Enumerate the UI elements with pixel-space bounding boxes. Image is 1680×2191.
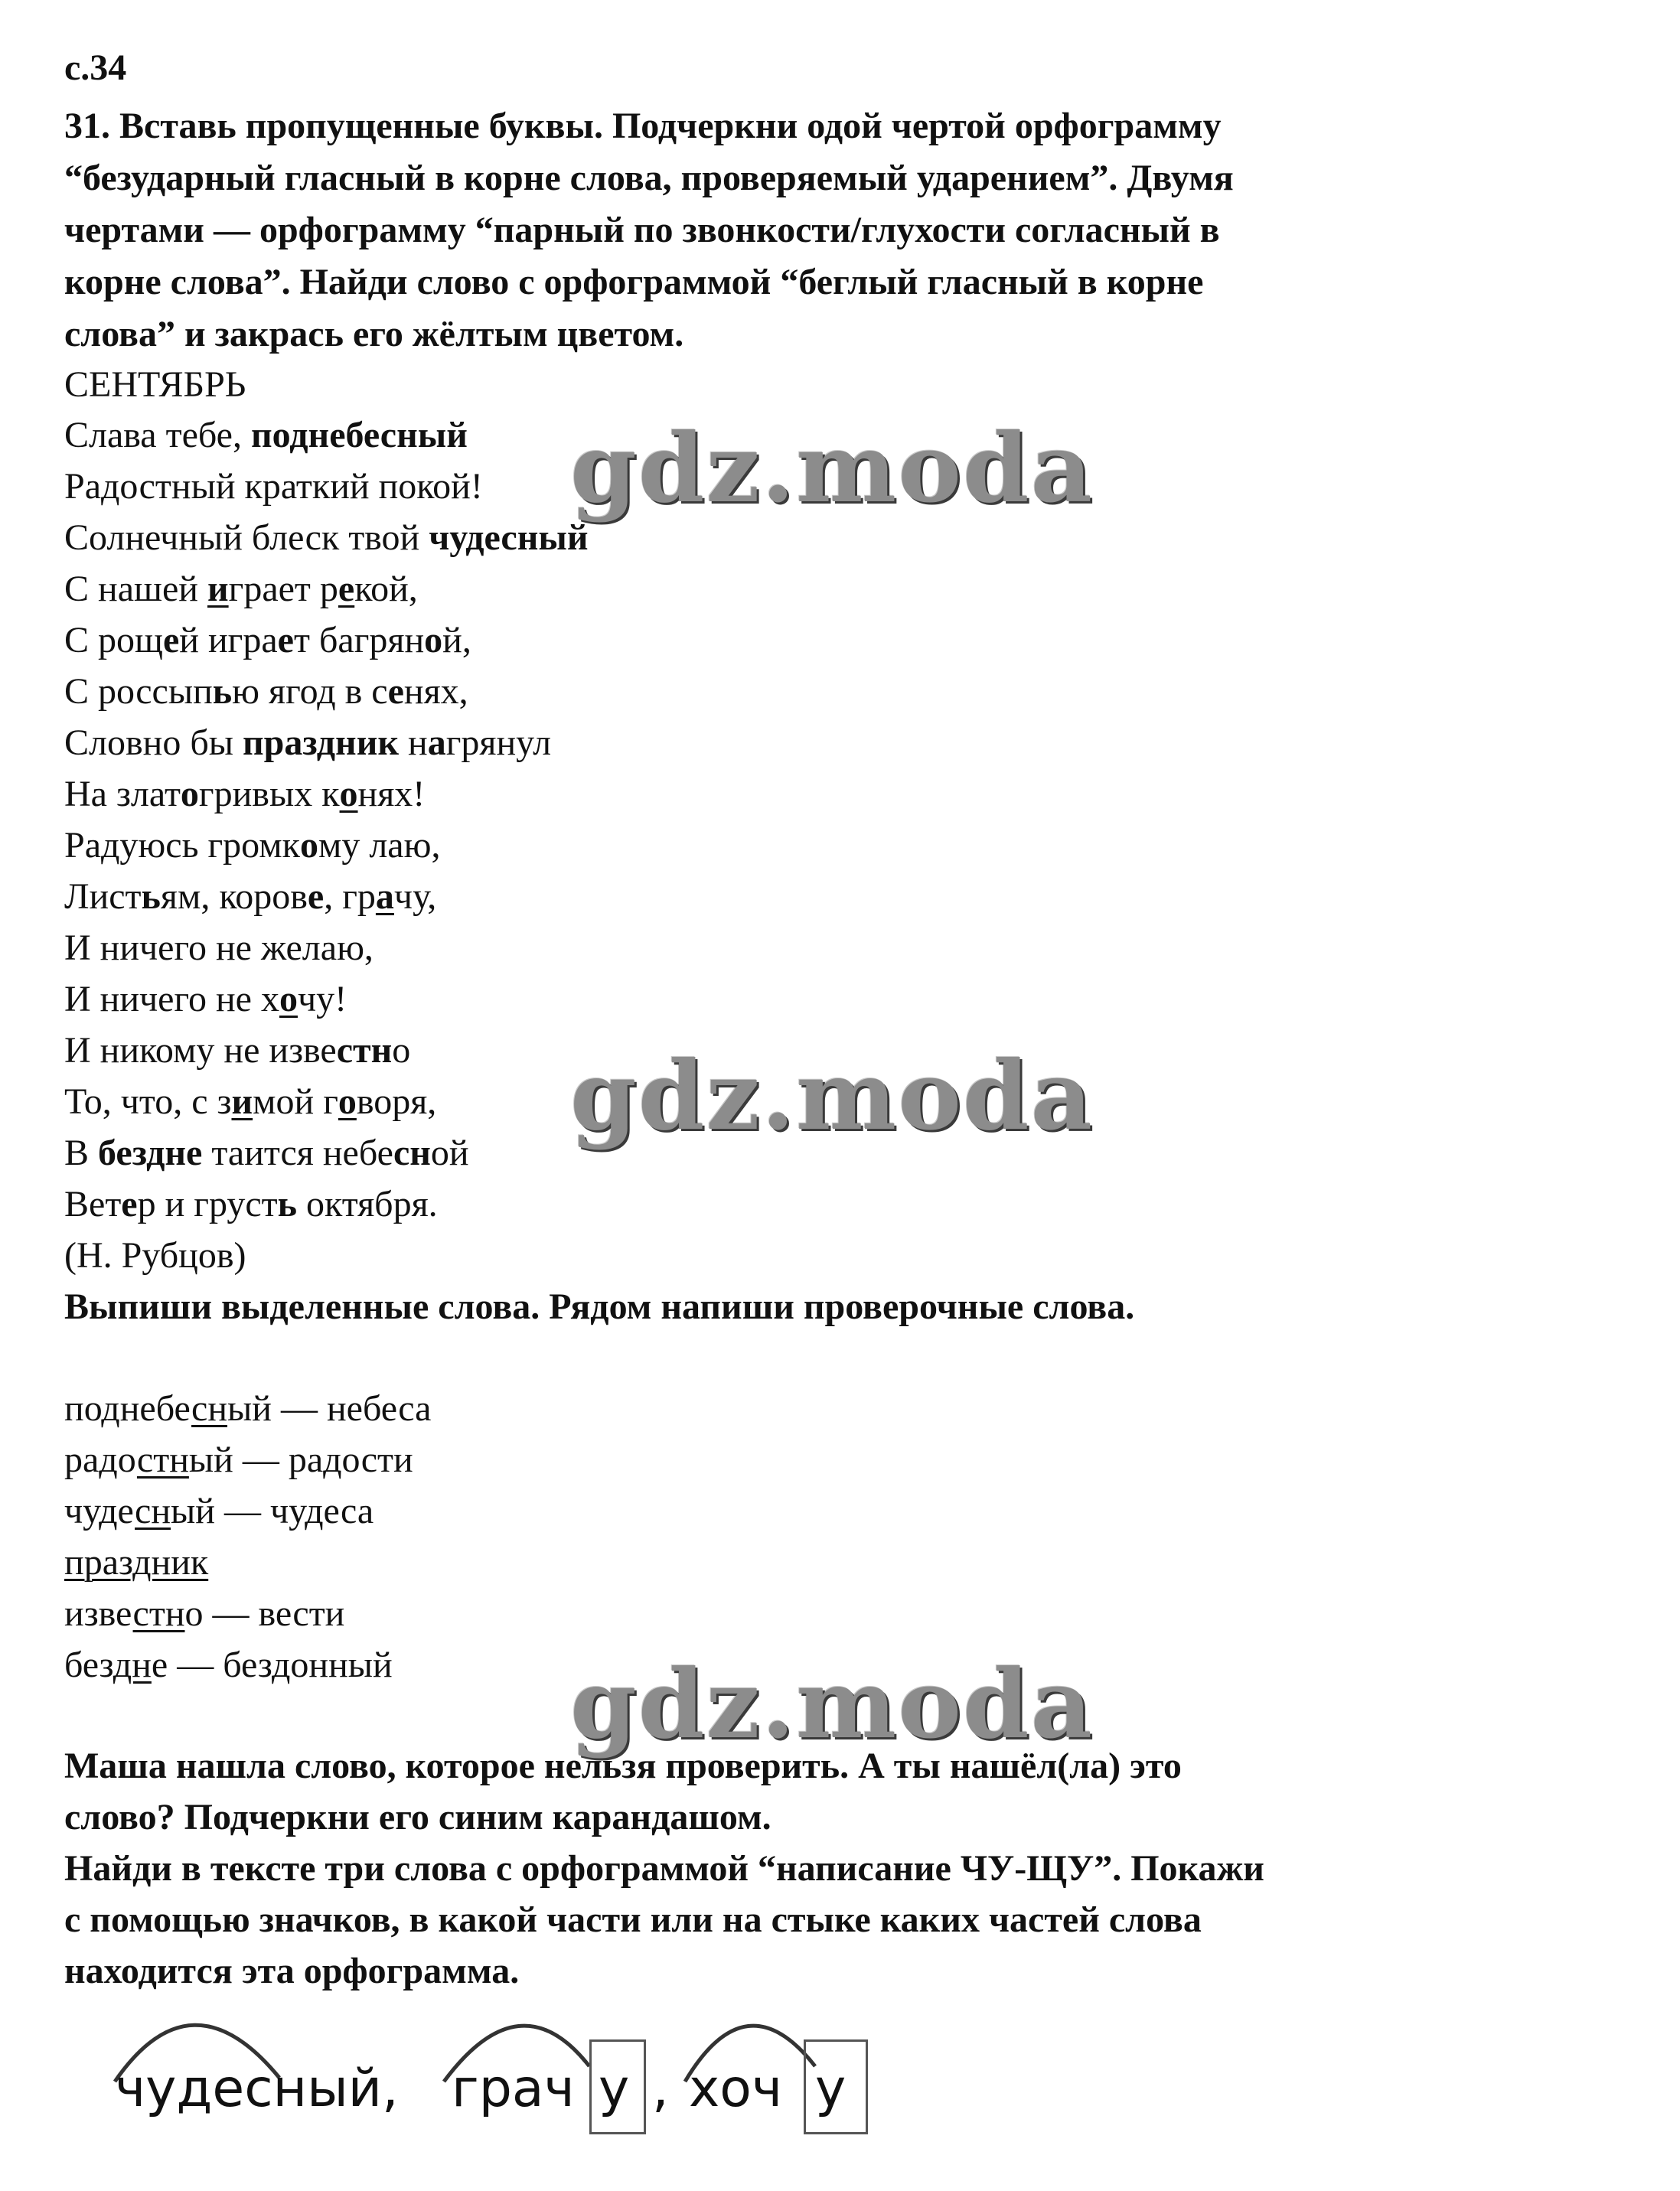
- task-line-5: слова” и закрась его жёлтым цветом.: [64, 314, 684, 354]
- poem-line-14: То, что, с зимой говоря,: [64, 1081, 437, 1122]
- poem-line-9: Радуюсь громкому лаю,: [64, 825, 441, 866]
- poem-line-1: Слава тебе, поднебесный: [64, 415, 468, 455]
- poem-line-2: Радостный краткий покой!: [64, 466, 483, 507]
- watermark-2: gdz.moda: [570, 1041, 1094, 1152]
- chu-task-line-1: Найди в тексте три слова с орфограммой “написание ЧУ-ЩУ”. Покажи: [64, 1848, 1264, 1889]
- answer-line-4: праздник: [64, 1542, 209, 1583]
- hand-word-khoch-stem: хоч: [689, 2059, 783, 2119]
- answer-line-5: известно — вести: [64, 1593, 345, 1634]
- poem-line-11: И ничего не желаю,: [64, 928, 374, 968]
- hand-comma: ,: [652, 2059, 669, 2119]
- task-line-3: чертами — орфограмму “парный по звонкости/глухости согласный в: [64, 210, 1220, 250]
- task-line-2: “безударный гласный в корне слова, проверяемый ударением”. Двумя: [64, 158, 1234, 198]
- poem-line-13: И никому не известно: [64, 1030, 411, 1071]
- answer-line-6: бездне — бездонный: [64, 1645, 393, 1685]
- watermark-3: gdz.moda: [570, 1649, 1094, 1760]
- watermark-1: gdz.moda: [570, 413, 1094, 524]
- poem-line-15: В бездне таится небесной: [64, 1133, 469, 1173]
- masha-line-1: Маша нашла слово, которое нельзя проверить. А ты нашёл(ла) это: [64, 1746, 1182, 1786]
- task-line-4: корне слова”. Найди слово с орфограммой “беглый гласный в корне: [64, 262, 1204, 302]
- poem-title: СЕНТЯБРЬ: [64, 364, 246, 405]
- answer-line-3: чудесный — чудеса: [64, 1491, 374, 1531]
- poem-line-16: Ветер и грусть октября.: [64, 1184, 438, 1224]
- hand-word-grach-ending: у: [599, 2059, 630, 2119]
- poem-line-8: На златогривых конях!: [64, 774, 426, 814]
- page-number: с.34: [64, 47, 127, 88]
- poem-line-10: Листьям, корове, грачу,: [64, 876, 437, 917]
- poem-line-6: С россыпью ягод в сенях,: [64, 671, 468, 712]
- task-line-1: 31. Вставь пропущенные буквы. Подчеркни одой чертой орфограмму: [64, 106, 1222, 146]
- answer-line-1: поднебесный — небеса: [64, 1388, 432, 1429]
- poem-line-3: Солнечный блеск твой чудесный: [64, 517, 589, 558]
- poem-author: (Н. Рубцов): [64, 1235, 246, 1276]
- poem-line-7: Словно бы праздник нагрянул: [64, 722, 552, 763]
- write-out-instruction: Выпиши выделенные слова. Рядом напиши проверочные слова.: [64, 1286, 1135, 1327]
- answer-line-2: радостный — радости: [64, 1439, 413, 1480]
- poem-line-12: И ничего не хочу!: [64, 979, 347, 1019]
- hand-word-khoch-ending: у: [815, 2059, 847, 2119]
- hand-word-chudesny: чудесный,: [115, 2059, 399, 2119]
- chu-task-line-2: с помощью значков, в какой части или на стыке каких частей слова: [64, 1899, 1202, 1940]
- poem-line-5: С рощей играет багряной,: [64, 620, 471, 660]
- hand-word-grach-stem: грач: [452, 2059, 575, 2119]
- poem-line-4: С нашей играет рекой,: [64, 569, 418, 609]
- chu-task-line-3: находится эта орфограмма.: [64, 1951, 520, 1991]
- masha-line-2: слово? Подчеркни его синим карандашом.: [64, 1797, 771, 1837]
